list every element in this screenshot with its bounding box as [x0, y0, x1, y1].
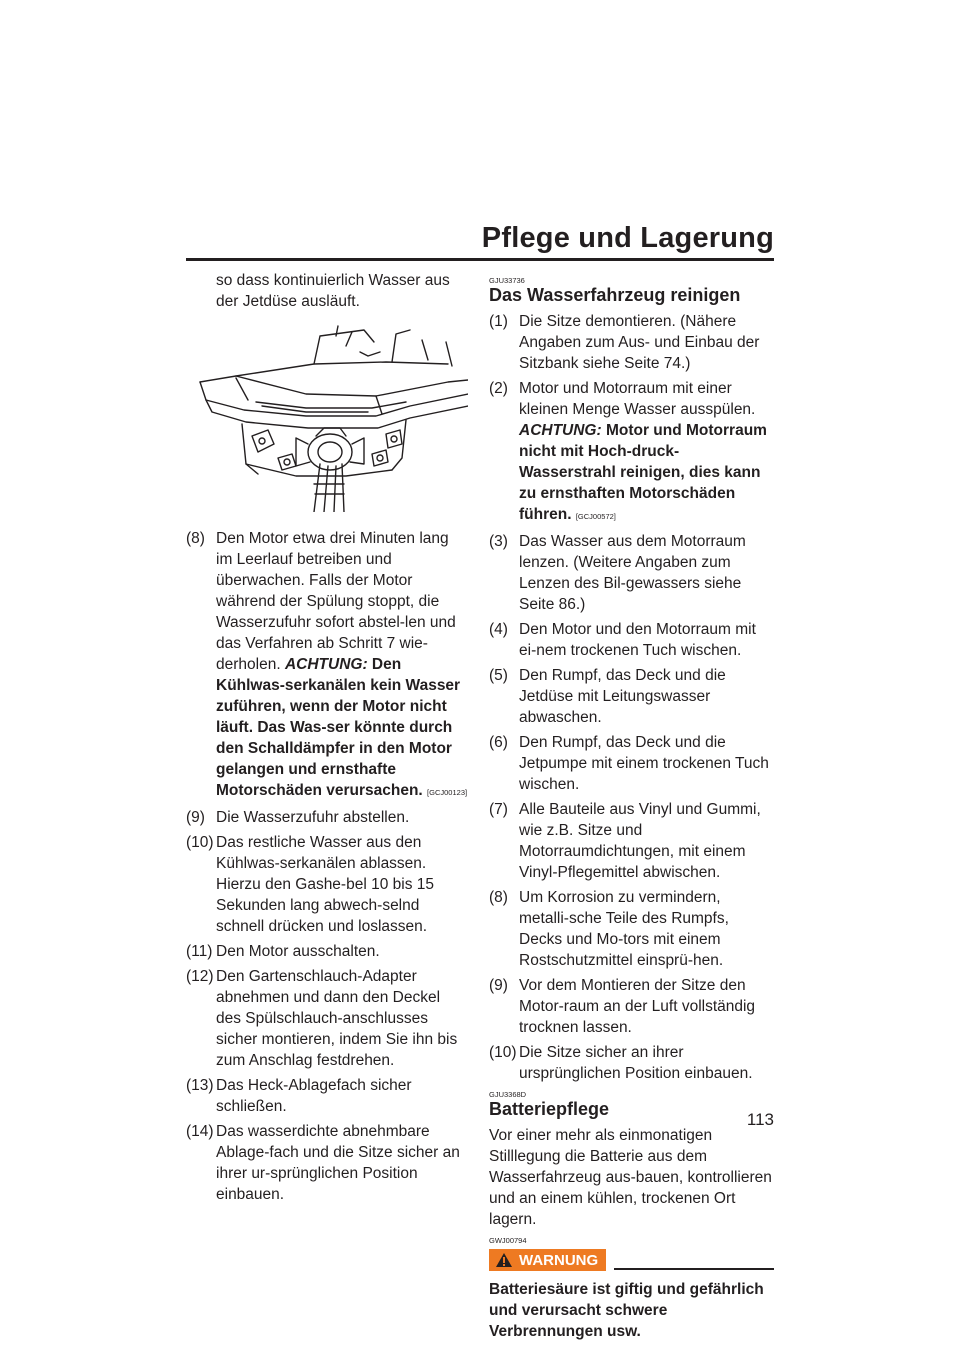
list-item [489, 378, 774, 527]
warning-label: WARNUNG [519, 1251, 599, 1269]
warning-text: Batteriesäure ist giftig und gefährlich und verursacht schwere Verbrennungen usw. [489, 1281, 764, 1340]
right-column [489, 270, 774, 1342]
step-number: (2) [489, 380, 508, 397]
section-ref: GJU33736 [489, 276, 525, 285]
section-title-cleaning: Das Wasserfahrzeug reinigen [489, 285, 741, 305]
step-text: Die Sitze demontieren. (Nähere Angaben zum Aus- und Einbau der Sitzbank siehe Seite 74.) [519, 313, 760, 372]
page-title: Pflege und Lagerung [481, 222, 774, 254]
step-text: Um Korrosion zu vermindern, metalli-sche Teile des Rumpfs, Decks und Mo-tors mit einem Rostschutzmittel einsprü-hen. [519, 889, 729, 969]
caution-text: Motor und Motorraum nicht mit Hoch-druck-Wasserstrahl reinigen, dies kann zu ernsthaften Motorschäden führen. [519, 422, 767, 523]
warning-badge [489, 1249, 606, 1271]
header-rule [186, 258, 774, 261]
step-text: Den Motor ausschalten. [216, 943, 380, 960]
caution-text: Den Kühlwas-serkanälen kein Wasser zuführen, wenn der Motor nicht läuft. Das Was-ser könnte durch den Schalldämpfer in den Motor gelangen und ernsthafte Motorschäden verursachen. [216, 656, 461, 799]
step-text: Das Heck-Ablagefach sicher schließen. [216, 1077, 412, 1115]
step-text: Die Wasserzufuhr abstellen. [216, 809, 410, 826]
caution-code: [GCJ00572] [575, 512, 616, 521]
list-item [186, 1075, 468, 1117]
step-number: (4) [489, 621, 508, 638]
step-text: Das wasserdichte abnehmbare Ablage-fach und die Sitze sicher an ihrer ur-sprünglichen Position einbauen. [216, 1123, 460, 1203]
list-item [489, 1042, 774, 1084]
list-item [489, 665, 774, 728]
list-item [186, 528, 468, 803]
list-item [489, 619, 774, 661]
step-text: Das Wasser aus dem Motorraum lenzen. (Weitere Angaben zum Lenzen des Bil-gewassers siehe Seite 86.) [519, 533, 746, 613]
list-item [489, 531, 774, 615]
step-number: (13) [186, 1077, 214, 1094]
step-text: Das restliche Wasser aus den Kühlwas-serkanälen ablassen. Hierzu den Gashe-bel 10 bis 15 Sekunden lang abwech-selnd schnell drücken und loslassen. [216, 834, 434, 935]
step-text: Den Rumpf, das Deck und die Jetpumpe mit einem trockenen Tuch wischen. [519, 734, 769, 793]
intro-text: so dass kontinuierlich Wasser aus der Jetdüse ausläuft. [216, 272, 450, 310]
step-text: Vor dem Montieren der Sitze den Motor-raum an der Luft vollständig trocknen lassen. [519, 977, 756, 1036]
step-text: Den Motor und den Motorraum mit ei-nem trockenen Tuch wischen. [519, 621, 756, 659]
step-number: (10) [489, 1044, 517, 1061]
step-number: (8) [489, 889, 508, 906]
list-item [186, 966, 468, 1071]
step-text: Den Rumpf, das Deck und die Jetdüse mit Leitungswasser abwaschen. [519, 667, 726, 726]
warning-rule [614, 1268, 774, 1270]
step-number: (1) [489, 313, 508, 330]
step-number: (6) [489, 734, 508, 751]
list-item [186, 807, 468, 828]
list-item [186, 832, 468, 937]
step-number: (10) [186, 834, 214, 851]
section-ref: GJU3368D [489, 1090, 527, 1099]
list-item [489, 887, 774, 971]
step-number: (3) [489, 533, 508, 550]
battery-body-text: Vor einer mehr als einmonatigen Stilllegung die Batterie aus dem Wasserfahrzeug aus-bauen, kontrollieren und an einem kühlen, trockenen Ort lagern. [489, 1127, 772, 1228]
section-title-battery: Batteriepflege [489, 1099, 610, 1119]
step-number: (7) [489, 801, 508, 818]
left-column [186, 270, 468, 1209]
step-number: (8) [186, 530, 205, 547]
list-item [489, 311, 774, 374]
caution-label: ACHTUNG: [519, 422, 602, 439]
step-number: (9) [489, 977, 508, 994]
step-number: (14) [186, 1123, 214, 1140]
step-text: Motor und Motorraum mit einer kleinen Menge Wasser ausspülen. [519, 380, 756, 418]
warning-triangle-icon [495, 1252, 513, 1268]
list-item [186, 941, 468, 962]
caution-label: ACHTUNG: [284, 656, 368, 673]
caution-code: [GCJ00123] [427, 788, 468, 797]
list-item [489, 799, 774, 883]
step-number: (11) [186, 943, 213, 960]
warning-header [489, 1249, 774, 1271]
jet-ski-stern-illustration [196, 324, 468, 512]
list-item [489, 732, 774, 795]
warning-ref: GWJ00794 [489, 1236, 527, 1245]
list-item [489, 975, 774, 1038]
page-number: 113 [746, 1110, 774, 1129]
step-text: Den Motor etwa drei Minuten lang im Leerlauf betreiben und überwachen. Falls der Motor während der Spülung stoppt, die Wasserzufuhr sofort abstel-len und das Verfahren ab Schritt 7 wie-derholen. [216, 530, 456, 673]
caution-block [216, 656, 460, 799]
step-text: Alle Bauteile aus Vinyl und Gummi, wie z.B. Sitze und Motorraumdichtungen, mit einem Vinyl-Pflegemittel abwischen. [519, 801, 761, 881]
step-text: Den Gartenschlauch-Adapter abnehmen und dann den Deckel des Spülschlauch-anschlusses sicher montieren, indem Sie ihn bis zum Anschlag festdrehen. [216, 968, 458, 1069]
step-number: (12) [186, 968, 214, 985]
step-number: (9) [186, 809, 205, 826]
step-text: Die Sitze sicher an ihrer ursprünglichen Position einbauen. [519, 1044, 753, 1082]
step-number: (5) [489, 667, 508, 684]
caution-block [519, 422, 767, 523]
list-item [186, 1121, 468, 1205]
